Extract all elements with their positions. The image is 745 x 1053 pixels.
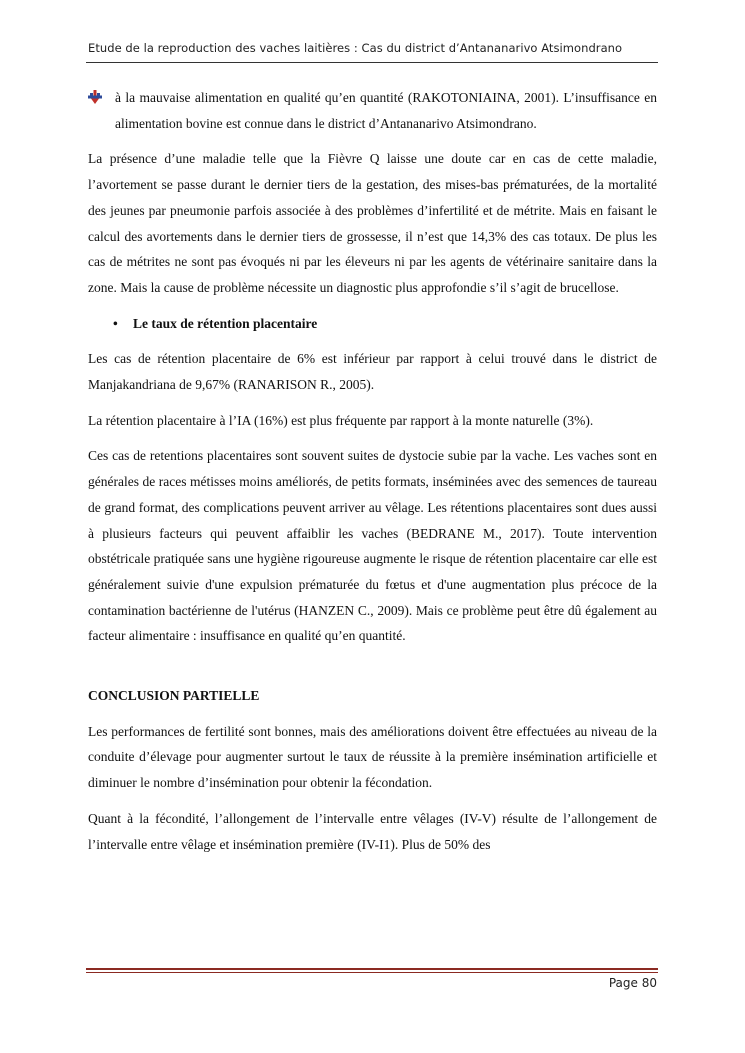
paragraph-conclusion-1: Les performances de fertilité sont bonnes, mais des améliorations doivent être effectuées au niveau de la conduite d’élevage pour augmenter surtout le taux de réussite à la première insémination artificielle et diminuer le nombre d’insémination pour obtenir la fécondation. xyxy=(88,723,657,791)
paragraph-retention-1: Les cas de rétention placentaire de 6% est inférieur par rapport à celui trouvé dans le district de Manjakandriana de 9,67% (RANARISON R., 2005). xyxy=(88,351,657,393)
page-number: Page 80 xyxy=(608,976,657,990)
bullet-heading-text: Le taux de rétention placentaire xyxy=(133,315,318,331)
bullet-heading-retention xyxy=(88,311,657,337)
running-header: Etude de la reproduction des vaches laitières : Cas du district d’Antananarivo Atsimondrano xyxy=(88,41,623,55)
paragraph-retention-2: La rétention placentaire à l’IA (16%) est plus fréquente par rapport à la monte naturelle (3%). xyxy=(88,412,594,428)
footer-rule-thick xyxy=(86,968,658,970)
paragraph-fievre: La présence d’une maladie telle que la Fièvre Q laisse une doute car en cas de cette maladie, l’avortement se passe durant le dernier tiers de la gestation, des mises-bas prématurées, de la mortalité des jeunes par pneumonie parfois associée à des problèmes d’infertilité et de métrite. Mais en faisant le calcul des avortements dans le dernier tiers de grossesse, il n’est que 14,3% des cas totaux. De plus les cas de métrites ne sont pas évoqués ni par les éleveurs ni par les agents de vétérinaire sanitaire dans la zone. Mais la cause de problème nécessite un diagnostic plus approfondie s’il s’agit de brucellose. xyxy=(88,151,657,295)
document-body xyxy=(88,85,657,857)
arrow-bullet-text: à la mauvaise alimentation en qualité qu’en quantité (RAKOTONIAINA, 2001). L’insuffisance en alimentation bovine est connue dans le district d’Antananarivo Atsimondrano. xyxy=(115,90,657,131)
arrow-bullet-icon xyxy=(88,90,102,104)
bullet-dot: • xyxy=(113,315,118,331)
arrow-bullet-item xyxy=(88,85,657,136)
conclusion-heading: CONCLUSION PARTIELLE xyxy=(88,688,260,704)
paragraph-retention-3: Ces cas de retentions placentaires sont souvent suites de dystocie subie par la vache. Les vaches sont en générales de races métisses moins améliorés, de petits formats, inséminées avec des semences de taureau de grand format, des complications peuvent arriver au vêlage. Les rétentions placentaires sont dues aussi à plusieurs facteurs qui peuvent affaiblir les vaches (BEDRANE M., 2017). Toute intervention obstétricale pratiquée sans une hygiène rigoureuse augmente le risque de rétention placentaire car elle est généralement suivie d'une expulsion prématurée du fœtus et d'une augmentation plus précoce de la contamination bactérienne de l'utérus (HANZEN C., 2009). Mais ce problème peut être dû également au facteur alimentaire : insuffisance en qualité qu’en quantité. xyxy=(88,448,657,644)
header-rule xyxy=(86,62,658,63)
footer-rule-thin xyxy=(86,972,658,973)
paragraph-conclusion-2: Quant à la fécondité, l’allongement de l’intervalle entre vêlages (IV-V) résulte de l’allongement de l’intervalle entre vêlage et insémination première (IV-I1). Plus de 50% des xyxy=(88,810,657,852)
